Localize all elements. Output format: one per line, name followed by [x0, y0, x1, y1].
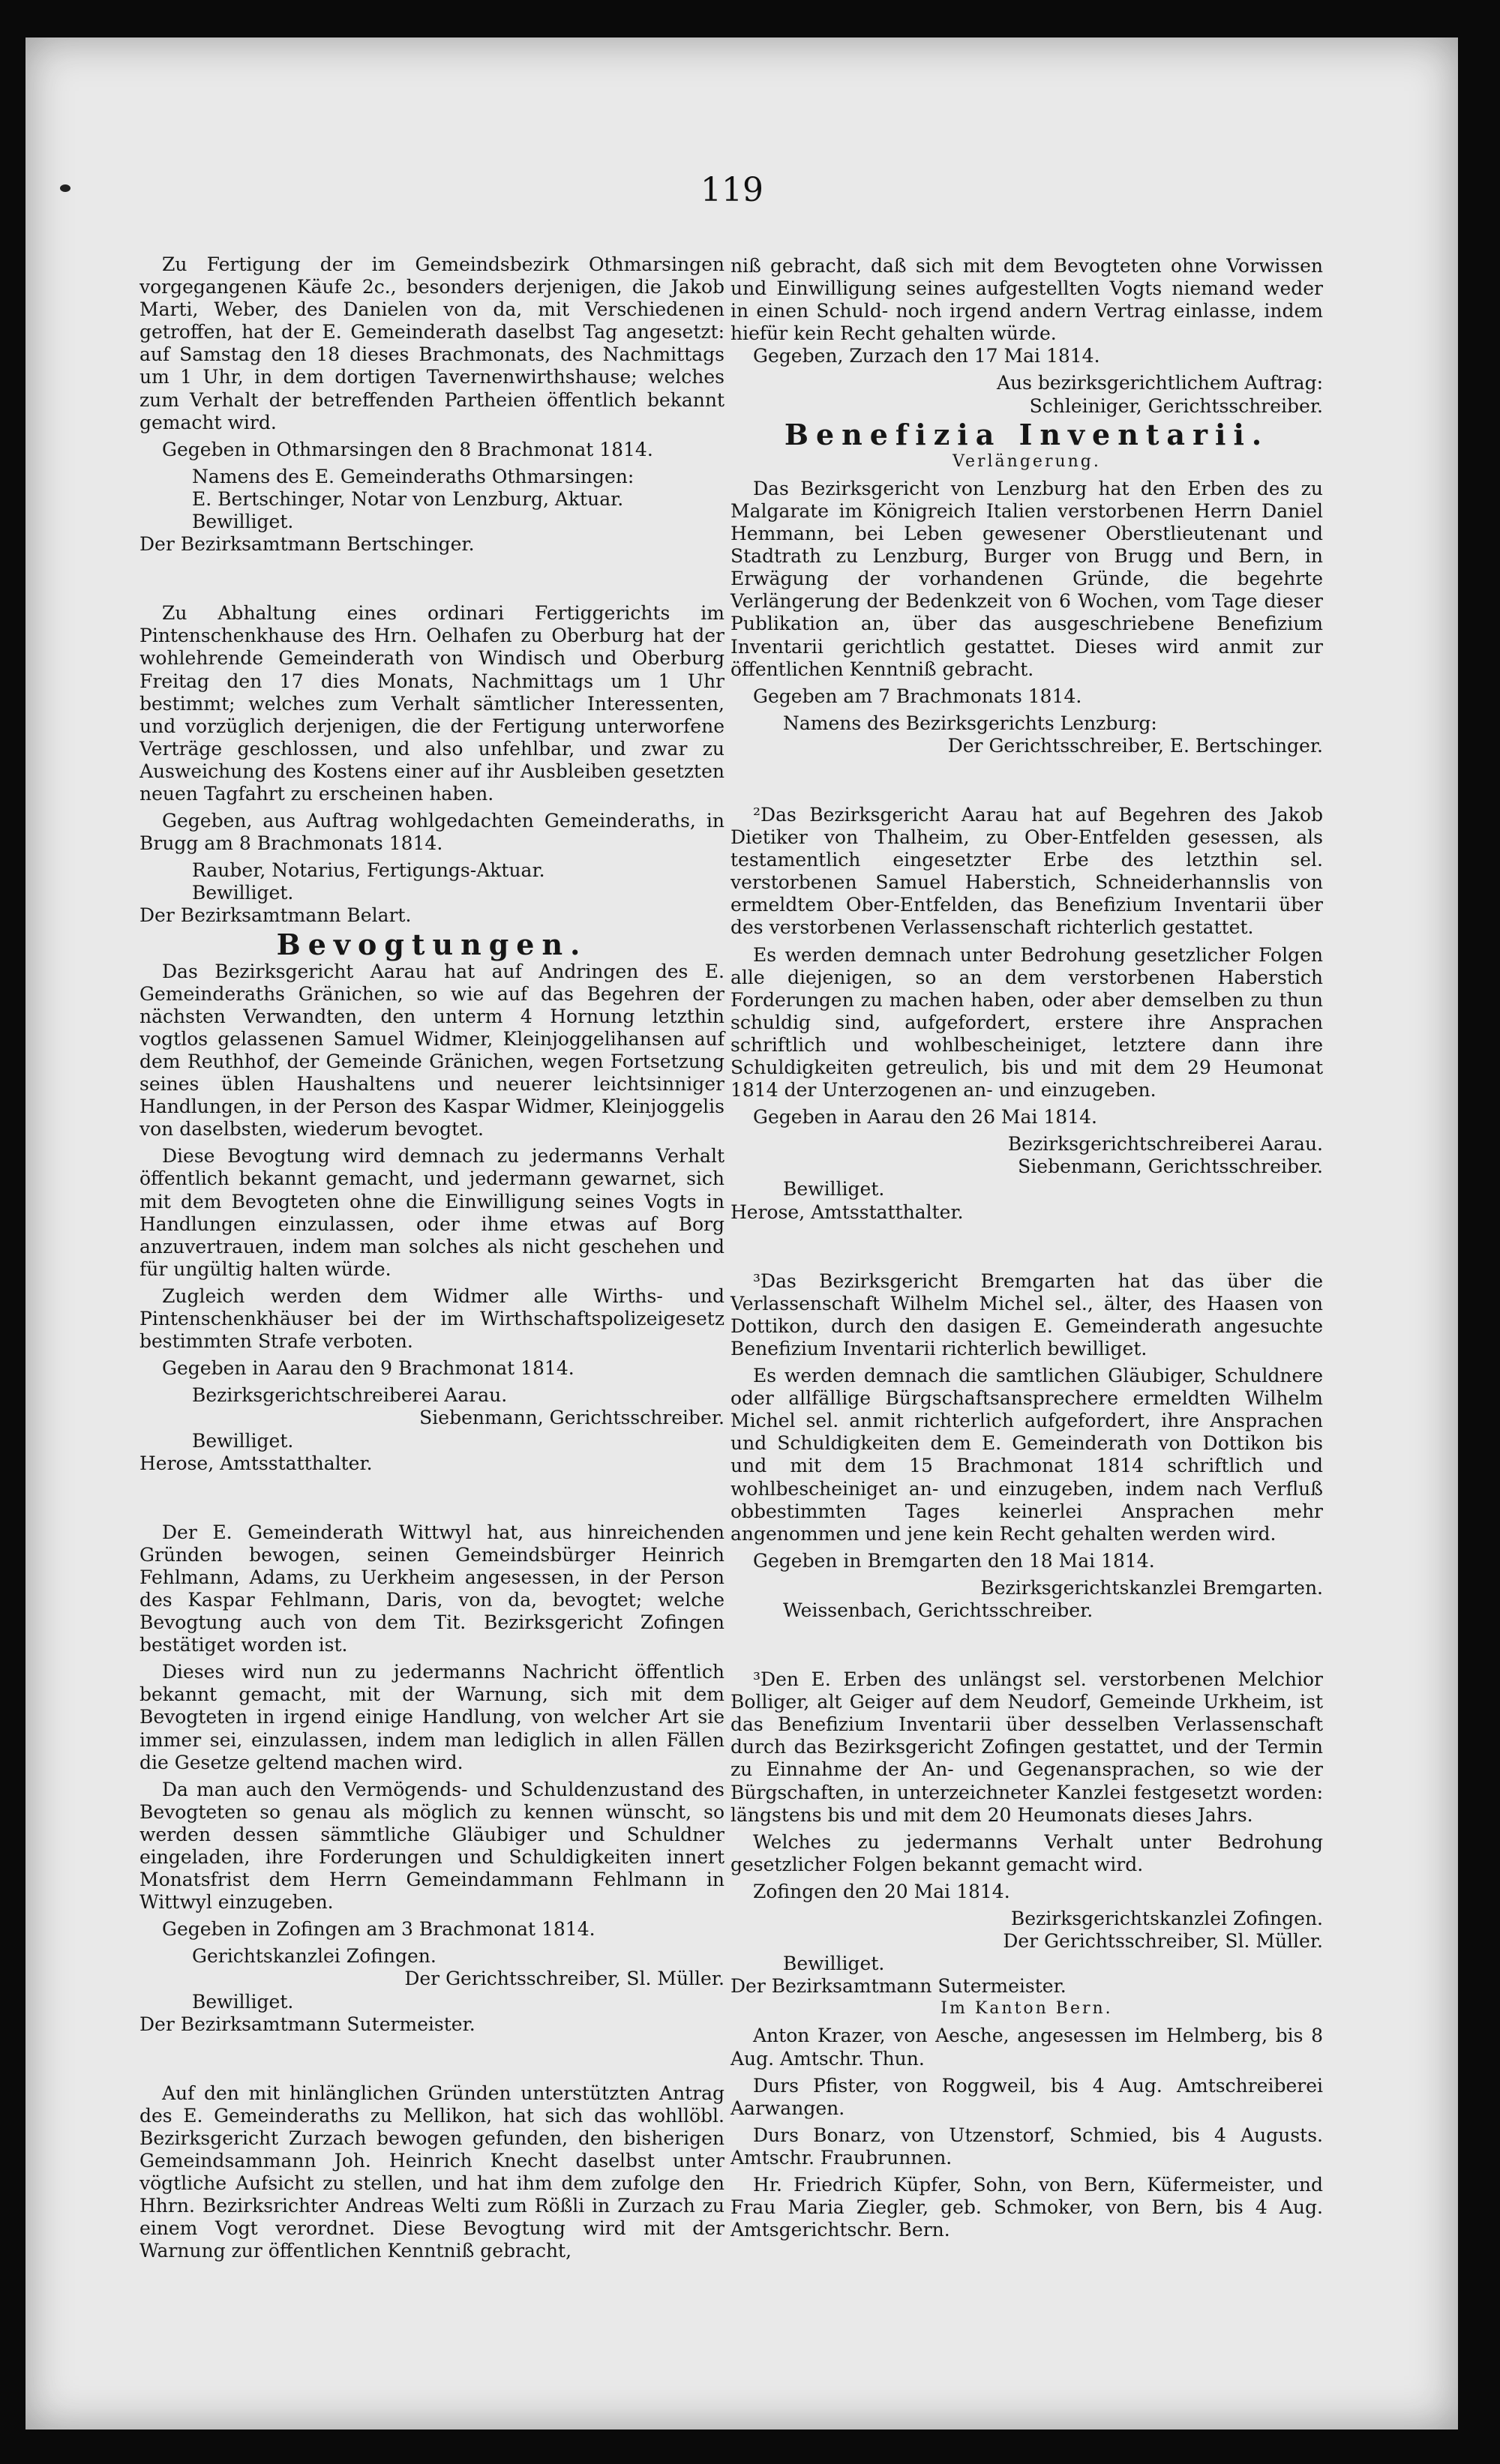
text-block: Das Bezirksgericht von Lenzburg hat den Erben des zu Malgarate im Königreich Italien verstorbenen Herrn Daniel Hemmann, bei Leben gewesener Oberstlieutenant und Stadtrath zu Lenzburg, Burger von Brugg und Bern, in Erwägung der vorhandenen Gründe, die begehrte Verlängerung der Bedenkzeit von 6 Wochen, vom Tage dieser Publikation an, über das ausgeschriebene Benefizium Inventarii gerichtlich gestattet. Dieses wird anmit zur öffentlichen Kenntniß gebracht.: [730, 477, 1323, 680]
text-block: Durs Pfister, von Roggweil, bis 4 Aug. Amtschreiberei Aarwangen.: [730, 2074, 1323, 2119]
text-block: Bewilliget.: [192, 511, 294, 533]
text-block: Diese Bevogtung wird demnach zu jedermanns Verhalt öffentlich bekannt gemacht, und jedermann gewarnet, sich mit dem Bevogteten ohne die Einwilligung seines Vogts in Handlungen einzulassen, oder ihme etwas auf Borg anzuvertrauen, indem man solches als nicht geschehen und für ungültig halten würde.: [140, 1145, 724, 1280]
text-block: Namens des E. Gemeinderaths Othmarsingen:: [192, 465, 634, 487]
text-block: Auf den mit hinlänglichen Gründen unterstützten Antrag des E. Gemeinderaths zu Mellikon, hat sich das wohllöbl. Bezirksgericht Zurzach bewogen gefunden, den bisherigen Gemeindsammann Joh. Heinrich Knecht daselbst unter vögtliche Aufsicht zu stellen, und hat ihm dem zufolge den Hhrn. Bezirksrichter Andreas Welti zum Rößli in Zurzach zu einem Vogt verordnet. Diese Bevogtung wird mit der Warnung zur öffentlichen Kenntniß gebracht,: [140, 2082, 724, 2262]
spacer: [730, 1641, 1323, 1650]
text-block: ²Das Bezirksgericht Aarau hat auf Begehren des Jakob Dietiker von Thalheim, zu Ober-Entfelden gesessen, als testamentlich eingesetzter Erbe des letzthin sel. verstorbenen Samuel Haberstich, Schneiderhannslis von ermeldtem Ober-Entfelden, das Benefizium Inventarii über des verstorbenen Verlassenschaft richterlich gestattet.: [730, 803, 1323, 939]
text-block: Gegeben in Zofingen am 3 Brachmonat 1814.: [162, 1918, 596, 1941]
text-block: Der Bezirksamtmann Bertschinger.: [140, 533, 475, 556]
subheading: Im Kanton Bern.: [940, 1999, 1113, 2019]
text-block: Gerichtskanzlei Zofingen.: [192, 1945, 436, 1968]
text-block: Der Bezirksamtmann Sutermeister.: [140, 2013, 476, 2035]
text-block: Der E. Gemeinderath Wittwyl hat, aus hinreichenden Gründen bewogen, seinen Gemeindsbürger Heinrich Fehlmann, Adams, zu Uerkheim angesessen, in der Person des Kaspar Fehlmann, Daris, von da, bevogtet; welche Bevogtung auch von dem Tit. Bezirksgericht Zofingen bestätiget worden ist.: [140, 1521, 724, 1656]
page-number: 119: [700, 171, 764, 209]
text-block: Gegeben in Othmarsingen den 8 Brachmonat 1814.: [162, 438, 653, 460]
text-block: Zu Fertigung der im Gemeindsbezirk Othmarsingen vorgegangenen Käufe 2c., besonders derjenigen, die Jakob Marti, Weber, des Danielen von da, mit Verschiedenen getroffen, hat der E. Gemeinderath daselbst Tag angesetzt: auf Samstag den 18 dieses Brachmonats, des Nachmittags um 1 Uhr, in dem dortigen Tavernenwirthshause; welches zum Verhalt der betreffenden Partheien öffentlich bekannt gemacht wird.: [140, 253, 724, 433]
text-block: Weissenbach, Gerichtsschreiber.: [783, 1599, 1094, 1621]
text-block: E. Bertschinger, Notar von Lenzburg, Aktuar.: [192, 487, 624, 510]
text-block: Bezirksgerichtschreiberei Aarau.: [1007, 1133, 1323, 1156]
text-block: Da man auch den Vermögends- und Schuldenzustand des Bevogteten so genau als möglich zu kennen wünscht, so werden dessen sämmtliche Gläubiger und Schuldner eingeladen, ihre Forderungen und Schuldigkeiten innert Monatsfrist dem Herrn Gemeindammann Fehlmann in Wittwyl einzugeben.: [140, 1778, 724, 1914]
text-block: Der Gerichtsschreiber, E. Bertschinger.: [947, 734, 1323, 757]
text-block: Bezirksgerichtskanzlei Zofingen.: [1010, 1908, 1323, 1929]
spacer: [140, 2055, 724, 2064]
section-heading: Bevogtungen.: [276, 927, 588, 961]
text-block: Gegeben am 7 Brachmonats 1814.: [753, 685, 1082, 707]
text-block: Namens des Bezirksgerichts Lenzburg:: [783, 712, 1157, 734]
right-column: [730, 255, 1323, 2246]
text-block: ³Den E. Erben des unlängst sel. verstorbenen Melchior Bolliger, alt Geiger auf dem Neudorf, Gemeinde Urkheim, ist das Benefizium Inventarii über desselben Verlassenschaft durch das Bezirksgericht Zofingen gestattet, und der Termin zu Einnahme der An- und Gegenansprachen, so wie der Bürgschaften, in unterzeichneter Kanzlei festgesetzt worden: längstens bis und mit dem 20 Heumonats dieses Jahrs.: [730, 1668, 1323, 1826]
spacer: [140, 574, 724, 583]
text-block: Zofingen den 20 Mai 1814.: [753, 1880, 1010, 1902]
text-block: Bewilliget.: [783, 1178, 885, 1201]
text-block: Bezirksgerichtskanzlei Bremgarten.: [980, 1576, 1323, 1599]
spacer: [730, 776, 1323, 785]
text-block: niß gebracht, daß sich mit dem Bevogteten ohne Vorwissen und Einwilligung seines aufgestellten Vogts niemand weder in einen Schuld- noch irgend andern Vertrag einlasse, indem hiefür kein Recht gehalten würde.: [730, 255, 1323, 345]
text-block: Zu Abhaltung eines ordinari Fertiggerichts im Pintenschenkhause des Hrn. Oelhafen zu Oberburg hat der wohlehrende Gemeinderath von Windisch und Oberburg Freitag den 17 dies Monats, Nachmittags um 1 Uhr bestimmt; welches zum Verhalt sämtlicher Interessenten, und vorzüglich derjenigen, die der Fertigung unterworfene Verträge geschlossen, und also unfehlbar, und zwar zu Ausweichung des Kostens einer auf ihr Ausbleiben gesetzten neuen Tagfahrt zu erscheinen haben.: [140, 602, 724, 805]
spacer: [730, 1242, 1323, 1251]
text-block: Dieses wird nun zu jedermanns Nachricht öffentlich bekannt gemacht, mit der Warnung, sich mit dem Bevogteten in irgend einige Handlung, von welcher Art sie immer sei, einzulassen, indem man lediglich in allen Fällen die Gesetze geltend machen wird.: [140, 1661, 724, 1773]
text-block: Bewilliget.: [192, 1429, 294, 1452]
text-block: Gegeben, Zurzach den 17 Mai 1814.: [753, 345, 1100, 367]
text-block: Bewilliget.: [192, 882, 294, 904]
text-block: Herose, Amtsstatthalter.: [140, 1452, 373, 1474]
text-block: Herose, Amtsstatthalter.: [730, 1201, 964, 1223]
text-block: Schleiniger, Gerichtsschreiber.: [1029, 394, 1323, 417]
ink-spot: [60, 184, 70, 192]
text-block: Der Gerichtsschreiber, Sl. Müller.: [1003, 1930, 1323, 1953]
text-block: Aus bezirksgerichtlichem Auftrag:: [997, 372, 1323, 394]
text-block: Das Bezirksgericht Aarau hat auf Andringen des E. Gemeinderaths Gränichen, so wie auf das Begehren der nächsten Verwandten, den unterm 4 Hornung letzthin vogtlos gelassenen Samuel Widmer, Kleinjoggelihansen auf dem Reuthhof, der Gemeinde Gränichen, wegen Fortsetzung seines üblen Haushaltens und neuerer leichtsinniger Handlungen, in der Person des Kaspar Widmer, Kleinjoggelis von daselbsten, wiederum bevogtet.: [140, 960, 724, 1141]
text-block: Hr. Friedrich Küpfer, Sohn, von Bern, Küfermeister, und Frau Maria Ziegler, geb. Schmoker, von Bern, bis 4 Aug. Amtsgerichtschr. Bern.: [730, 2174, 1323, 2241]
text-block: Es werden demnach unter Bedrohung gesetzlicher Folgen alle diejenigen, so an dem verstorbenen Haberstich Forderungen zu machen haben, oder aber demselben zu thun schuldig sind, aufgefordert, erstere ihre Ansprachen schriftlich und wohlbescheiniget, letztere dann ihre Schuldigkeiten getreulich, bis und mit dem 29 Heumonat 1814 der Unterzogenen an- und einzugeben.: [730, 943, 1323, 1102]
text-block: Gegeben in Aarau den 26 Mai 1814.: [753, 1106, 1097, 1129]
text-block: Siebenmann, Gerichtsschreiber.: [1018, 1156, 1323, 1178]
section-heading: Benefizia Inventarii.: [784, 417, 1270, 451]
text-block: ³Das Bezirksgericht Bremgarten hat das über die Verlassenschaft Wilhelm Michel sel., älter, des Haasen von Dottikon, durch den dasigen E. Gemeinderath angesuchte Benefizium Inventarii richterlich bewilliget.: [730, 1269, 1323, 1359]
text-block: Bewilliget.: [192, 1990, 294, 2013]
text-block: Gegeben in Aarau den 9 Brachmonat 1814.: [162, 1357, 574, 1380]
subheading: Verlängerung.: [952, 451, 1101, 471]
text-block: Der Bezirksamtmann Belart.: [140, 904, 412, 927]
text-block: Bezirksgerichtschreiberei Aarau.: [192, 1384, 508, 1407]
text-block: Siebenmann, Gerichtsschreiber.: [419, 1407, 724, 1429]
text-block: Durs Bonarz, von Utzenstorf, Schmied, bis 4 Augusts. Amtschr. Fraubrunnen.: [730, 2124, 1323, 2169]
text-block: Es werden demnach die samtlichen Gläubiger, Schuldnere oder allfällige Bürgschaftsansprechere ermeldten Wilhelm Michel sel. anmit richterlich aufgefordert, ihre Ansprachen und Schuldigkeiten dem E. Gemeinderath von Dottikon bis und mit dem 15 Brachmonat 1814 schriftlich und wohlbescheiniget an- und einzugeben, indem nach Verfluß obbestimmten Tages keinerlei Ansprachen mehr angenommen und jene kein Recht gehalten werden wird.: [730, 1365, 1323, 1545]
text-block: Anton Krazer, von Aesche, angesessen im Helmberg, bis 8 Aug. Amtschr. Thun.: [730, 2025, 1323, 2070]
text-block: Rauber, Notarius, Fertigungs-Aktuar.: [192, 859, 545, 882]
newspaper-page: [26, 37, 1458, 2430]
text-block: Der Bezirksamtmann Sutermeister.: [730, 1975, 1066, 1998]
text-block: Gegeben in Bremgarten den 18 Mai 1814.: [753, 1549, 1155, 1572]
text-block: Zugleich werden dem Widmer alle Wirths- und Pintenschenkhäuser bei der im Wirthschaftspolizeigesetz bestimmten Strafe verboten.: [140, 1284, 724, 1353]
spacer: [140, 1494, 724, 1503]
text-block: Bewilliget.: [783, 1953, 885, 1975]
text-block: Gegeben, aus Auftrag wohlgedachten Gemeinderaths, in Brugg am 8 Brachmonats 1814.: [140, 810, 724, 855]
text-block: Welches zu jedermanns Verhalt unter Bedrohung gesetzlicher Folgen bekannt gemacht wird.: [730, 1830, 1323, 1875]
left-column: [140, 253, 724, 2268]
text-block: Der Gerichtsschreiber, Sl. Müller.: [404, 1968, 724, 1990]
